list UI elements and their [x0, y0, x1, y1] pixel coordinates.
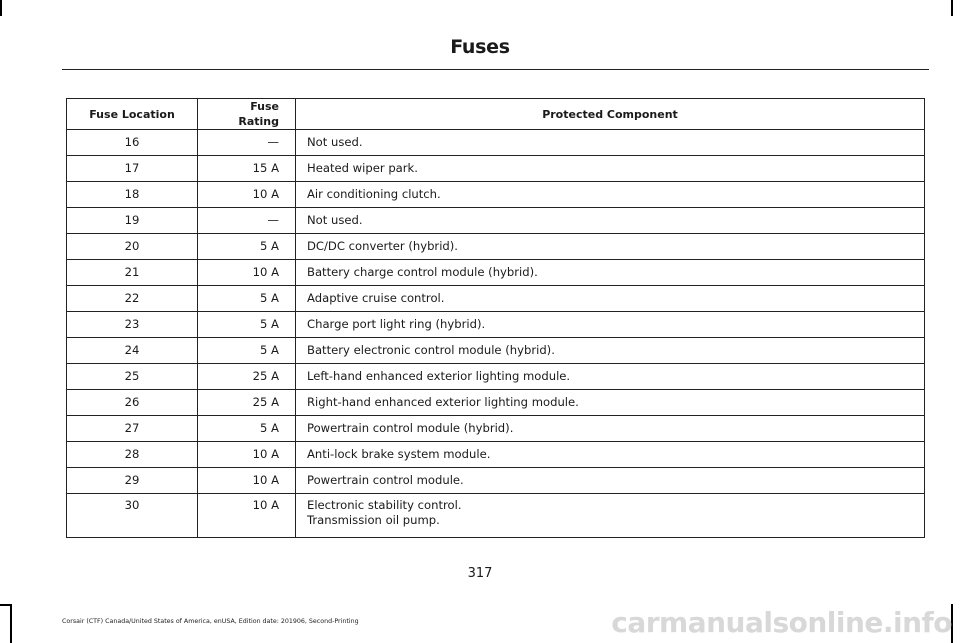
fuse-rating-cell: 25 A [198, 364, 296, 390]
table-row [67, 416, 925, 442]
header-fuse-rating: Fuse Rating [198, 99, 296, 130]
fuse-location-cell: 22 [67, 286, 198, 312]
protected-component-line: Battery charge control module (hybrid). [307, 265, 538, 279]
protected-component-cell [296, 494, 925, 538]
fuse-rating-cell: 10 A [198, 468, 296, 494]
fuse-rating-cell: 10 A [198, 494, 296, 538]
fuse-location-cell: 29 [67, 468, 198, 494]
fuse-rating-cell: 5 A [198, 416, 296, 442]
protected-component-cell [296, 338, 925, 364]
fuse-location-cell: 24 [67, 338, 198, 364]
protected-component-cell [296, 468, 925, 494]
fuse-location-cell: 28 [67, 442, 198, 468]
table-row [67, 390, 925, 416]
fuse-rating-cell: 25 A [198, 390, 296, 416]
watermark: carmanualsonline.info [611, 606, 952, 639]
fuse-location-cell: 16 [67, 130, 198, 156]
page-number: 317 [467, 566, 493, 581]
fuse-rating-cell: 10 A [198, 182, 296, 208]
protected-component-cell [296, 234, 925, 260]
protected-component-line: Heated wiper park. [307, 161, 418, 175]
footer-edition-text: Corsair (CTF) Canada/United States of America, enUSA, Edition date: 201906, Second-Printing [62, 618, 359, 625]
protected-component-cell [296, 156, 925, 182]
fuse-table [66, 98, 925, 538]
protected-component-cell [296, 312, 925, 338]
protected-component-cell [296, 416, 925, 442]
title-rule [62, 69, 929, 70]
protected-component-line: Adaptive cruise control. [307, 291, 445, 305]
protected-component-line: Anti-lock brake system module. [307, 447, 491, 461]
protected-component-line: Right-hand enhanced exterior lighting module. [307, 395, 579, 409]
table-row [67, 182, 925, 208]
fuse-location-cell: 20 [67, 234, 198, 260]
protected-component-line: Powertrain control module. [307, 473, 464, 487]
protected-component-line: Not used. [307, 135, 363, 149]
protected-component-line: DC/DC converter (hybrid). [307, 239, 458, 253]
fuse-rating-cell: 10 A [198, 260, 296, 286]
fuse-rating-cell: 5 A [198, 312, 296, 338]
table-row [67, 364, 925, 390]
fuse-rating-cell: 5 A [198, 286, 296, 312]
protected-component-cell [296, 182, 925, 208]
table-row [67, 286, 925, 312]
fuse-location-cell: 18 [67, 182, 198, 208]
fuse-location-cell: 21 [67, 260, 198, 286]
table-row [67, 234, 925, 260]
protected-component-line: Transmission oil pump. [307, 513, 440, 527]
table-row [67, 494, 925, 538]
fuse-rating-cell: 15 A [198, 156, 296, 182]
protected-component-cell [296, 208, 925, 234]
protected-component-line: Electronic stability control. [307, 498, 462, 512]
table-row [67, 260, 925, 286]
fuse-location-cell: 19 [67, 208, 198, 234]
protected-component-cell [296, 364, 925, 390]
table-row [67, 338, 925, 364]
fuse-location-cell: 17 [67, 156, 198, 182]
fuse-rating-cell: 5 A [198, 338, 296, 364]
protected-component-cell [296, 286, 925, 312]
crop-mark-bottom-left-vertical [10, 604, 12, 643]
table-row [67, 156, 925, 182]
protected-component-line: Air conditioning clutch. [307, 187, 441, 201]
table-header-row [67, 99, 925, 130]
header-fuse-location: Fuse Location [67, 99, 198, 130]
header-protected-component: Protected Component [296, 99, 925, 130]
table-row [67, 208, 925, 234]
crop-mark-top-right-vertical [951, 0, 953, 16]
fuse-location-cell: 27 [67, 416, 198, 442]
protected-component-cell [296, 442, 925, 468]
table-row [67, 442, 925, 468]
fuse-table-body [67, 130, 925, 538]
protected-component-line: Not used. [307, 213, 363, 227]
table-row [67, 468, 925, 494]
protected-component-cell [296, 130, 925, 156]
table-row [67, 312, 925, 338]
fuse-location-cell: 26 [67, 390, 198, 416]
table-row [67, 130, 925, 156]
fuse-location-cell: 23 [67, 312, 198, 338]
protected-component-line: Battery electronic control module (hybrid). [307, 343, 555, 357]
protected-component-line: Left-hand enhanced exterior lighting module. [307, 369, 571, 383]
protected-component-cell [296, 390, 925, 416]
fuse-rating-cell: 5 A [198, 234, 296, 260]
crop-mark-bottom-left-horizontal [0, 604, 11, 606]
protected-component-line: Powertrain control module (hybrid). [307, 421, 514, 435]
crop-mark-top-left-vertical [0, 0, 2, 16]
protected-component-cell [296, 260, 925, 286]
fuse-location-cell: 30 [67, 494, 198, 538]
page-title: Fuses [450, 36, 510, 58]
fuse-location-cell: 25 [67, 364, 198, 390]
fuse-rating-cell: — [198, 130, 296, 156]
fuse-rating-cell: — [198, 208, 296, 234]
protected-component-line: Charge port light ring (hybrid). [307, 317, 486, 331]
fuse-rating-cell: 10 A [198, 442, 296, 468]
